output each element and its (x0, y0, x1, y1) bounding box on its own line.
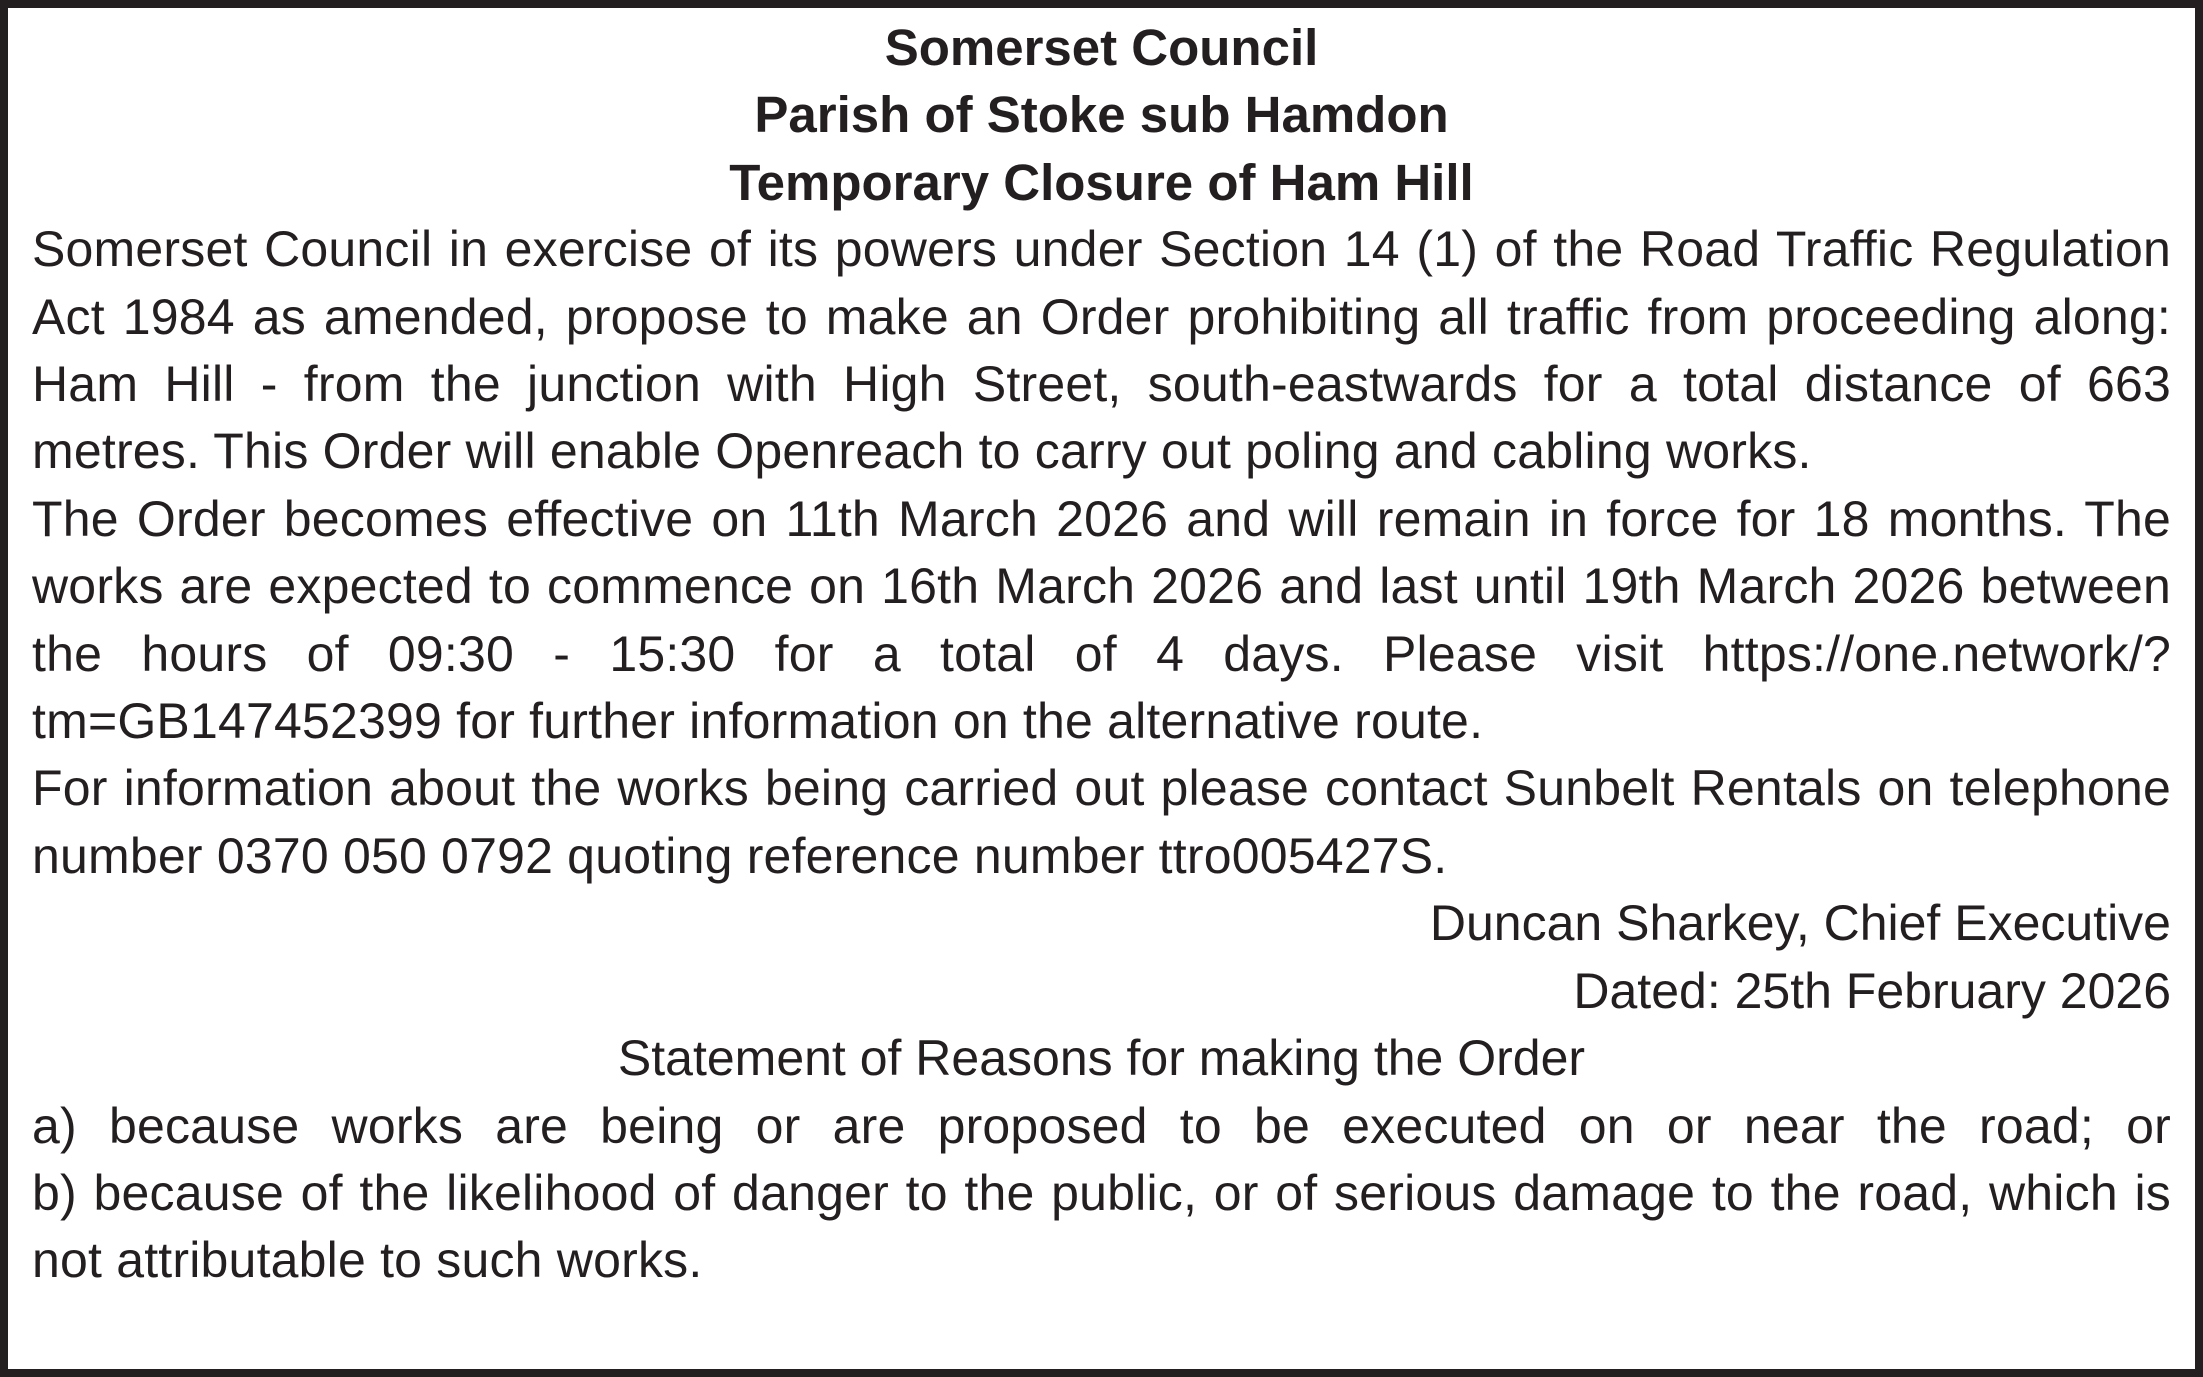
order-dates-paragraph: The Order becomes effective on 11th March 2026 and will remain in force for 18 months. The works are expected to commence on 16th March 2026 and last until 19th March 2026 between the hours of 09:30 - 15:30 for a total of 4 days. Please visit https://one.network/?tm=GB147452399 for further information on the alternative route. (32, 490, 2171, 750)
reason-a: a) because works are being or are proposed to be executed on or near the road; or (32, 1097, 2171, 1154)
reason-b: b) because of the likelihood of danger to the public, or of serious damage to the road, which is not attributable to such works. (32, 1164, 2171, 1289)
notice-title: Temporary Closure of Ham Hill (729, 153, 1474, 211)
dated-line: Dated: 25th February 2026 (1573, 962, 2171, 1019)
contact-information-paragraph: For information about the works being carried out please contact Sunbelt Rentals on telephone number 0370 050 0792 quoting reference number ttro005427S. (32, 760, 2171, 884)
signatory-line: Duncan Sharkey, Chief Executive (1429, 895, 2171, 952)
council-name-heading: Somerset Council (884, 19, 1319, 76)
order-proposal-paragraph: Somerset Council in exercise of its powers under Section 14 (1) of the Road Traffic Regulation Act 1984 as amended, propose to make an Order prohibiting all traffic from proceeding along: Ham Hill - from the junction with High Street, south-eastwards for a total distance of 663 metres. This Order will enable Openreach to carry out poling and cabling works. (32, 221, 2171, 480)
statement-of-reasons-heading: Statement of Reasons for making the Order (617, 1030, 1586, 1087)
parish-heading: Parish of Stoke sub Hamdon (754, 86, 1449, 144)
